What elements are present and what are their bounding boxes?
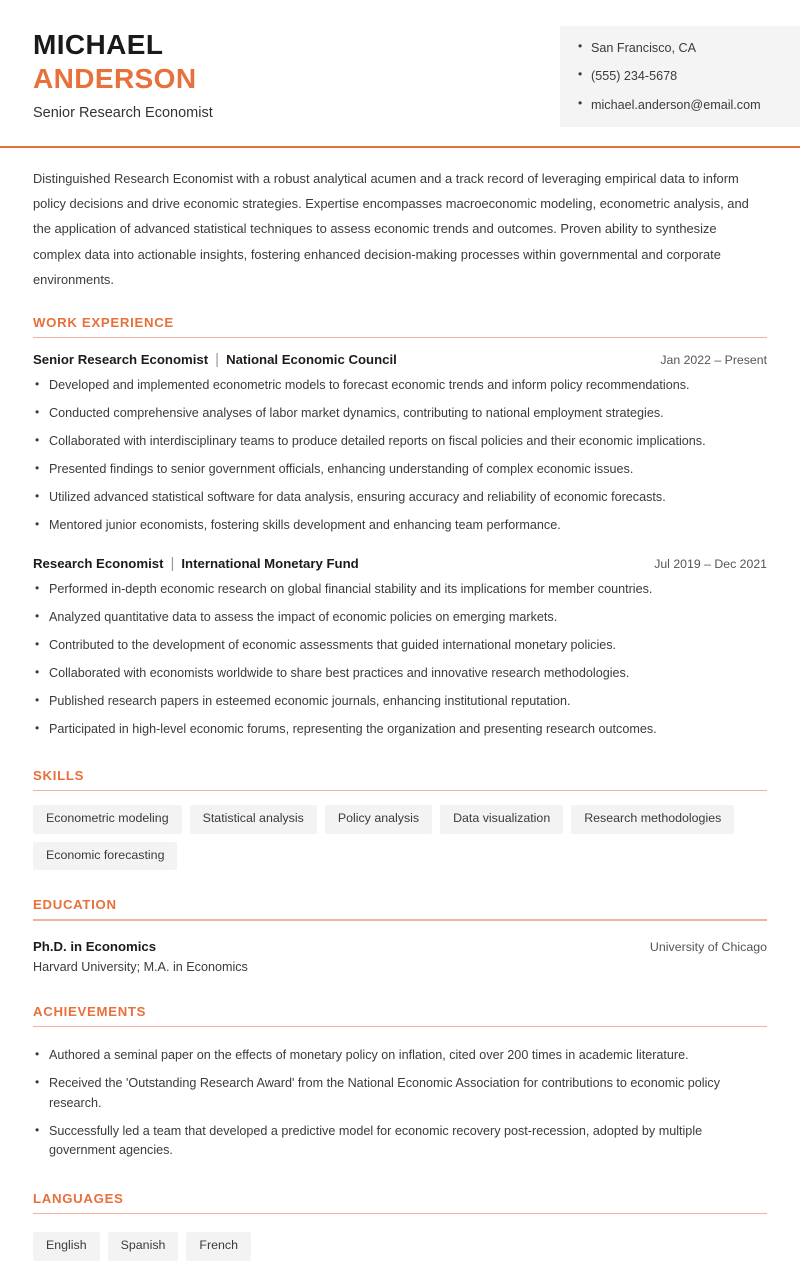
skill-chip: Econometric modeling (33, 805, 182, 834)
skill-chip: Statistical analysis (190, 805, 317, 834)
list-item: • Presented findings to senior government officials, enhancing understanding of complex economic issues. (33, 460, 767, 480)
contact-info-box (560, 26, 800, 127)
education-degree: Ph.D. in Economics (33, 938, 157, 954)
language-chip: Spanish (108, 1232, 179, 1261)
skill-chip: Policy analysis (325, 805, 432, 834)
experience-entry (33, 556, 767, 740)
section-work-experience (33, 315, 767, 740)
experience-bullet-list (33, 580, 767, 740)
header-divider (0, 146, 800, 148)
list-item: • Collaborated with economists worldwide to share best practices and innovative research methodologies. (33, 664, 767, 684)
section-languages (33, 1191, 767, 1261)
experience-role: Senior Research Economist (33, 352, 209, 368)
section-title-education: EDUCATION (33, 897, 117, 913)
last-name: ANDERSON (33, 63, 197, 95)
education-detail: Harvard University; M.A. in Economics (33, 959, 248, 974)
section-achievements (33, 1004, 767, 1161)
list-item: • Contributed to the development of economic assessments that guided international monetary policies. (33, 636, 767, 656)
experience-entry-header (33, 352, 767, 367)
separator-icon: | (170, 554, 175, 572)
experience-entry-heading (33, 556, 359, 571)
section-education (33, 897, 767, 974)
section-title-achievements: ACHIEVEMENTS (33, 1003, 147, 1019)
list-item: • Participated in high-level economic forums, representing the organization and presenting research outcomes. (33, 720, 767, 740)
achievements-bullet-list (33, 1046, 767, 1161)
list-item: • Mentored junior economists, fostering skills development and enhancing team performance. (33, 516, 767, 536)
section-title-languages: LANGUAGES (33, 1190, 124, 1206)
professional-title: Senior Research Economist (33, 105, 213, 122)
list-item: • Received the 'Outstanding Research Award' from the National Economic Association for contributions to economic policy research. (33, 1074, 767, 1113)
education-institution: University of Chicago (649, 939, 767, 954)
section-divider (33, 1026, 767, 1028)
experience-entry-header (33, 556, 767, 571)
languages-chip-list (33, 1232, 767, 1261)
contact-location: • San Francisco, CA (578, 40, 784, 56)
experience-organization: National Economic Council (226, 352, 397, 368)
section-divider (33, 919, 767, 921)
professional-summary: Distinguished Research Economist with a robust analytical acumen and a track record of leveraging empirical data to inform policy decisions and drive economic strategies. Expertise encompasses macroeconomic modeling, econometric analysis, and the application of advanced statistical techniques to assess economic trends and outcomes. Proven ability to synthesize complex data into actionable insights, fostering enhanced decision-making processes within governmental and corporate environments. (33, 171, 749, 287)
skills-chip-list (33, 805, 767, 870)
list-item: • Developed and implemented econometric models to forecast economic trends and inform policy recommendations. (33, 376, 767, 396)
list-item: • Successfully led a team that developed a predictive model for economic recovery post-recession, adopted by multiple government agencies. (33, 1122, 767, 1161)
list-item: • Conducted comprehensive analyses of labor market dynamics, contributing to national employment strategies. (33, 404, 767, 424)
experience-date-range: Jul 2019 – Dec 2021 (654, 556, 767, 571)
section-divider (33, 337, 767, 339)
contact-phone[interactable]: • (555) 234-5678 (578, 68, 784, 84)
list-item: • Authored a seminal paper on the effects of monetary policy on inflation, cited over 200 times in academic literature. (33, 1046, 767, 1066)
contact-email[interactable]: • michael.anderson@email.com (578, 97, 784, 113)
resume-header (0, 0, 800, 127)
language-chip: English (33, 1232, 100, 1261)
skill-chip: Research methodologies (571, 805, 734, 834)
list-item: • Published research papers in esteemed economic journals, enhancing institutional reputation. (33, 692, 767, 712)
experience-role: Research Economist (33, 555, 164, 571)
education-entry (33, 939, 767, 974)
section-title-skills: SKILLS (33, 767, 85, 783)
contact-list (578, 40, 784, 113)
list-item: • Performed in-depth economic research on global financial stability and its implications for member countries. (33, 580, 767, 600)
identity-block (0, 26, 213, 121)
experience-organization: International Monetary Fund (181, 555, 359, 571)
experience-entry (33, 352, 767, 536)
experience-bullet-list (33, 376, 767, 536)
section-divider (33, 1213, 767, 1215)
list-item: • Analyzed quantitative data to assess the impact of economic policies on emerging markets. (33, 608, 767, 628)
section-skills (33, 768, 767, 871)
list-item: • Utilized advanced statistical software for data analysis, ensuring accuracy and reliability of economic forecasts. (33, 488, 767, 508)
section-divider (33, 790, 767, 792)
language-chip: French (186, 1232, 251, 1261)
skill-chip: Data visualization (440, 805, 563, 834)
skill-chip: Economic forecasting (33, 842, 177, 871)
section-title-work-experience: WORK EXPERIENCE (33, 314, 174, 330)
experience-entry-heading (33, 352, 397, 367)
first-name: MICHAEL (33, 29, 164, 60)
list-item: • Collaborated with interdisciplinary teams to produce detailed reports on fiscal policies and their economic implications. (33, 432, 767, 452)
education-entry-header (33, 939, 767, 954)
experience-date-range: Jan 2022 – Present (660, 353, 767, 368)
resume-content (0, 166, 800, 1261)
separator-icon: | (215, 351, 220, 369)
